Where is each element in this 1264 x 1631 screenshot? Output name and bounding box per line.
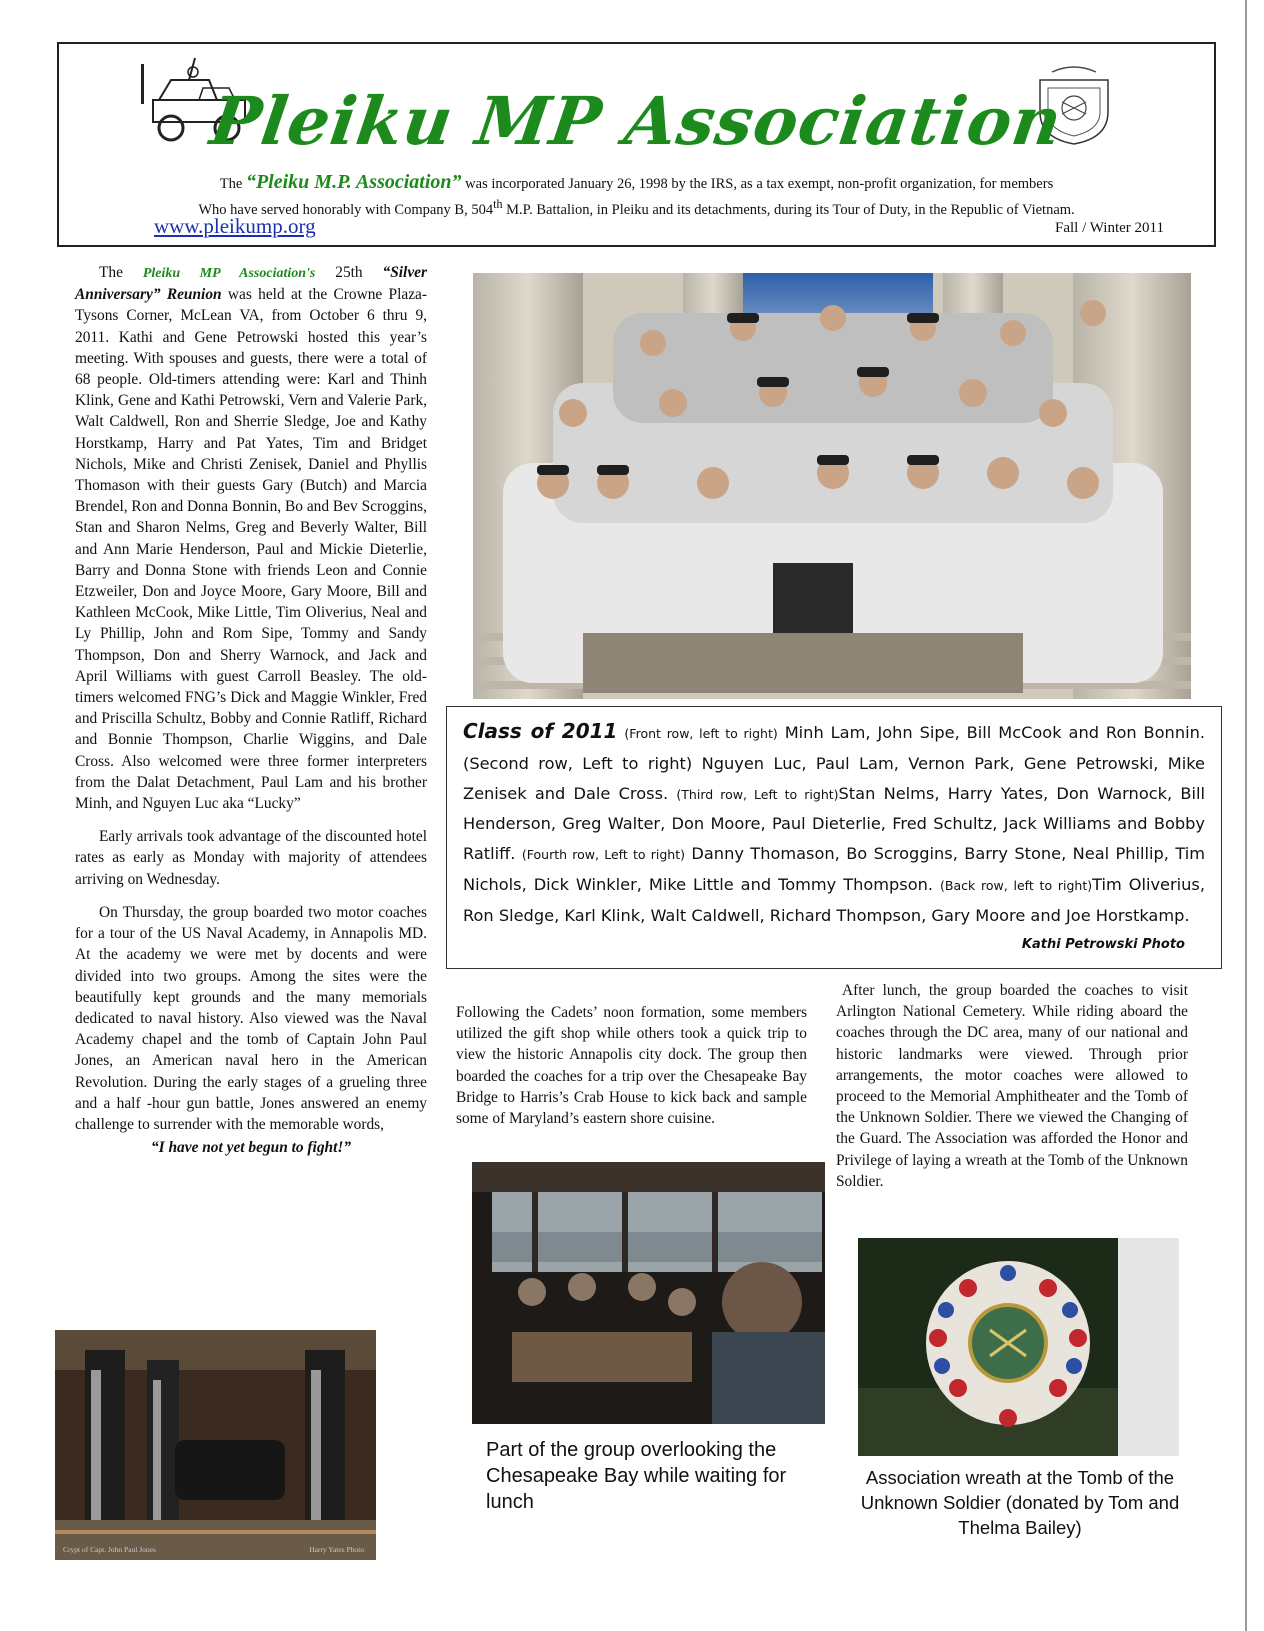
class-photo-caption: Class of 2011 (Front row, left to right) Minh Lam, John Sipe, Bill McCook and Ron Bonnin. (Second row, Left to right) Nguyen Luc, Paul Lam, Vernon Park, Gene Petrowski, Mike Zenisek and Dale Cross. (Third row, Left to right)Stan Nelms, Harry Yates, Don Warnock, Bill Henderson, Greg Walter, Don Moore, Paul Dieterlie, Fred Schultz, Jack Williams and Bobby Ratliff. (Fourth row, Left to right) Danny Thomason, Bo Scroggins, Barry Stone, Neal Phillip, Tim Nichols, Dick Winkler, Mike Little and Tommy Thompson. (Back row, left to right)Tim Oliverius, Ron Sledge, Karl Klink, Walt Caldwell, Richard Thompson, Gary Moore and Joe Horstkamp. Kathi Petrowski Photo (446, 706, 1222, 969)
wreath-photo-caption: Association wreath at the Tomb of the Unknown Soldier (donated by Tom and Thelma Bailey) (860, 1467, 1180, 1538)
article-paragraph-3: On Thursday, the group boarded two motor coaches for a tour of the US Naval Academy, in Annapolis MD. At the academy we were met by docents and were divided into two groups. Among the sites were the beautifully kept grounds and the many memorials dedicated to naval history. Also viewed was the Naval Academy chapel and the tomb of Captain John Paul Jones, an American naval hero in the American Revolution. During the early stages of a grueling three and a half -hour gun battle, Jones answered an enemy challenge to surrender with the memorable words, (75, 903, 427, 1133)
photo-credit: Kathi Petrowski Photo (1021, 937, 1185, 953)
crypt-photo-caption: Crypt of Capt. John Paul Jones (63, 1545, 156, 1554)
website-link[interactable]: www.pleikump.org (154, 214, 316, 238)
middle-column (456, 1002, 807, 1129)
article-paragraph-2: Early arrivals took advantage of the discounted hotel rates as early as Monday with majority of attendees arriving on Wednesday. (75, 828, 427, 888)
article-paragraph-4: Following the Cadets’ noon formation, some members utilized the gift shop while others took a quick trip to view the historic Annapolis city dock. The group then boarded the coaches for a trip over the Chesapeake Bay Bridge to Harris’s Crab House to kick back and sample some of Maryland’s eastern shore cuisine. (456, 1004, 807, 1128)
right-column (836, 980, 1188, 1192)
newsletter-title: Pleiku MP Association (205, 82, 1068, 160)
issue-date: Fall / Winter 2011 (1055, 220, 1164, 236)
left-column (75, 262, 427, 1158)
crypt-photo (55, 1330, 376, 1560)
article-paragraph-5: After lunch, the group boarded the coaches to visit Arlington National Cemetery. While riding aboard the coaches through the DC area, many of our national and historic landmarks were viewed. Through prior arrangements, the motor coaches were allowed to proceed to the Memorial Amphitheater and the Tomb of the Unknown Soldier. There we viewed the Changing of the Guard. The Association was afforded the Honor and Privilege of laying a wreath at the Tomb of the Unknown Soldier. (836, 982, 1188, 1190)
wreath-photo (858, 1238, 1179, 1456)
class-title: Class of 2011 (463, 719, 618, 743)
crypt-photo-credit: Harry Yates Photo (309, 1545, 364, 1554)
article-paragraph-1: The Pleiku MP Association's 25th “Silver Anniversary” Reunion was held at the Crowne Plaza- Tysons Corner, McLean VA, from October 6 thru 9, 2011. Kathi and Gene Petrowski hosted this year’s meeting. With spouses and guests, there were a total of 68 people. Old-timers attending were: Karl and Thinh Klink, Gene and Kathi Petrowski, Vern and Valerie Park, Walt Caldwell, Ron and Sherrie Sledge, Joe and Kathy Horstkamp, Harry and Pat Yates, Tim and Bridget Nichols, Mike and Christi Zenisek, Daniel and Phyllis Thomason with their guests Gary (Butch) and Marcia Brendel, Ron and Donna Bonnin, Bo and Bev Scroggins, Stan and Sharon Nelms, Greg and Beverly Walter, Bill and Ann Marie Henderson, Paul and Mickie Dieterlie, Barry and Donna Stone with friends Leon and Connie Etzweiler, Don and Joyce Moore, Gary Moore, Bill and Kathleen McCook, Mike Little, Tim Oliverius, Neal and Ly Phillip, John and Rom Sipe, Tommy and Sandy Thompson, Don and Sherry Warnock, and Jack and April Williams with guest Carroll Beasley. The old-timers welcomed FNG’s Dick and Maggie Winkler, Fred and Priscilla Schultz, Bobby and Connie Ratliff, Richard and Bonnie Thompson, Charlie Wiggins, and Dale Cross. Also welcomed were three former interpreters from the Dalat Detachment, Paul Lam and his brother Minh, and Nguyen Luc aka “Lucky” (75, 264, 428, 813)
masthead (57, 42, 1216, 247)
group-photo (473, 273, 1191, 699)
bay-photo-caption: Part of the group overlooking the Chesapeake Bay while waiting for lunch (486, 1439, 787, 1513)
chesapeake-bay-photo (472, 1162, 825, 1424)
jones-quote: “I have not yet begun to fight!” (150, 1139, 352, 1157)
masthead-intro: The “Pleiku M.P. Association” was incorporated January 26, 1998 by the IRS, as a tax exempt, non-profit organization, for members Who have served honorably with Company B, 504th M.P. Battalion, in Pleiku and its detachments, during its Tour of Duty, in the Republic of Vietnam. (198, 171, 1075, 218)
